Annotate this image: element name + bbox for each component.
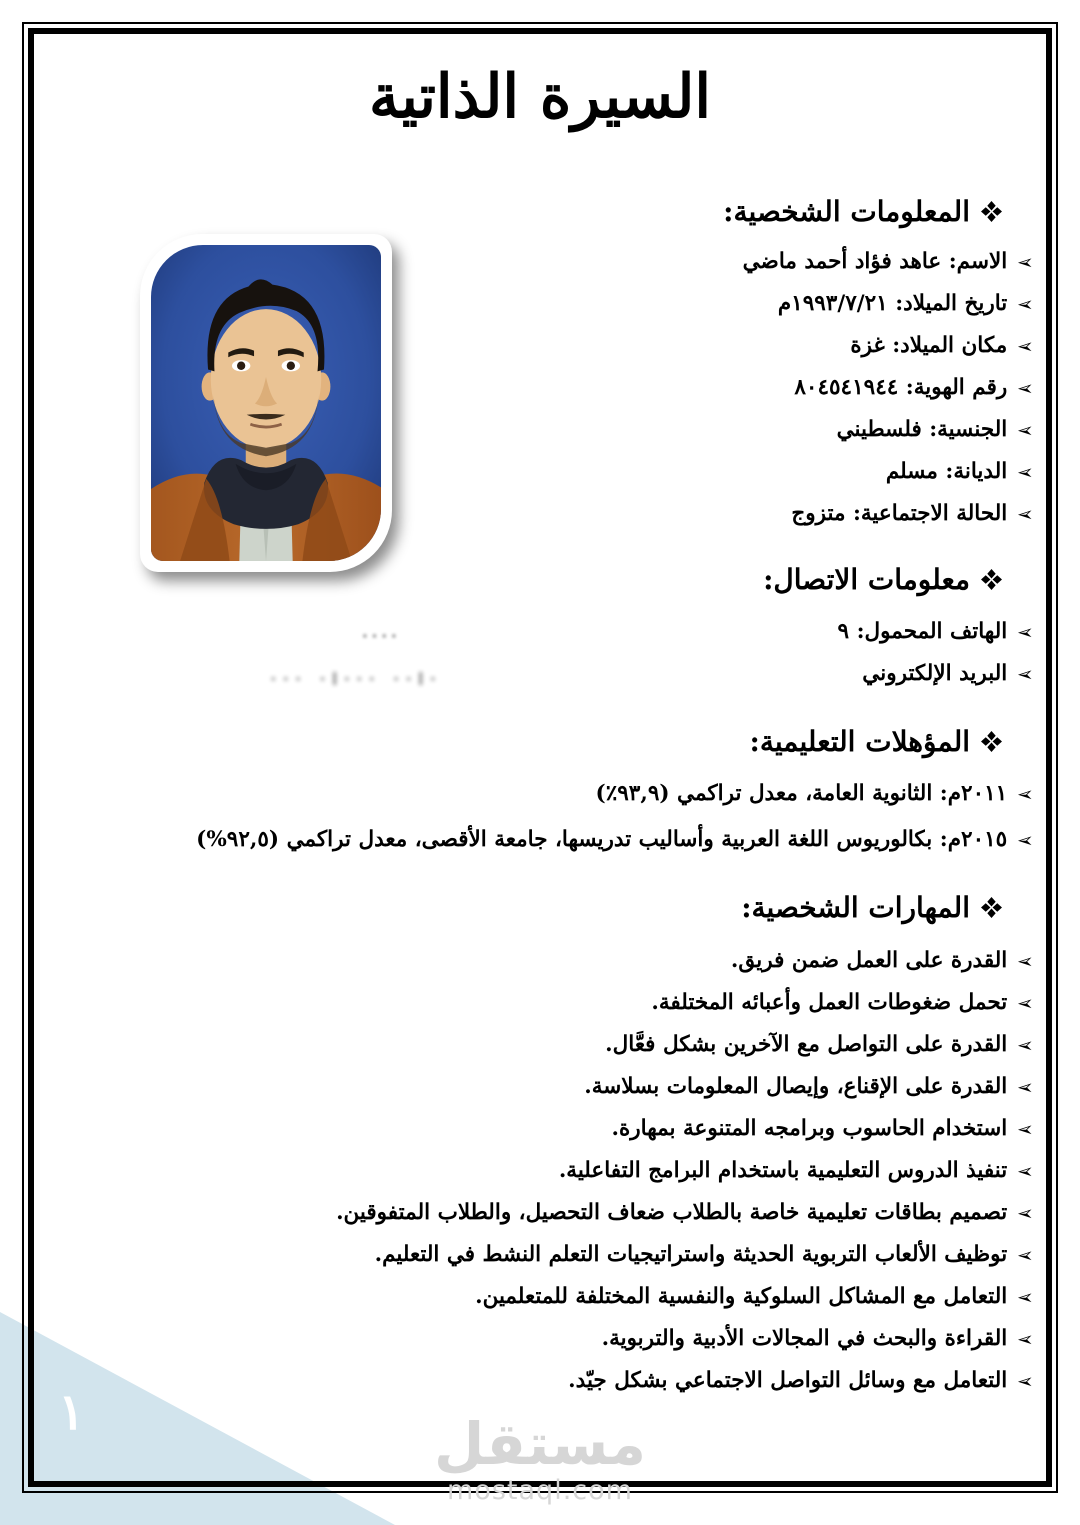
section-title: المؤهلات التعليمية: <box>749 725 970 758</box>
arrowhead-bullet-icon: ➢ <box>1017 1075 1034 1099</box>
section-title: معلومات الاتصال: <box>763 563 970 596</box>
personal-info-list <box>60 247 1034 529</box>
list-item <box>60 247 1034 277</box>
diamond-bullet-icon <box>981 201 1002 222</box>
list-item <box>60 1324 1034 1354</box>
arrowhead-bullet-icon: ➢ <box>1017 1201 1034 1225</box>
item-text: القدرة على التواصل مع الآخرين بشكل فعَّال. <box>605 1032 1008 1057</box>
section-heading-skills <box>60 891 1002 924</box>
section-heading-education <box>60 725 1002 758</box>
list-item-phone <box>60 617 1034 647</box>
item-text: ٢٠١١م: الثانوية العامة، معدل تراكمي (٩٣,٩٪) <box>595 781 1008 806</box>
arrowhead-bullet-icon: ➢ <box>1017 250 1034 274</box>
arrowhead-bullet-icon: ➢ <box>1017 1117 1034 1141</box>
list-item <box>60 331 1034 361</box>
list-item <box>60 779 1034 809</box>
section-title: المهارات الشخصية: <box>741 891 970 924</box>
list-item <box>60 1282 1034 1312</box>
list-item <box>60 289 1034 319</box>
arrowhead-bullet-icon: ➢ <box>1017 1243 1034 1267</box>
arrowhead-bullet-icon: ➢ <box>1017 782 1034 806</box>
arrowhead-bullet-icon: ➢ <box>1017 1369 1034 1393</box>
item-text: استخدام الحاسوب وبرامجه المتنوعة بمهارة. <box>611 1116 1008 1141</box>
item-text: القدرة على الإقناع، وإيصال المعلومات بسلاسة. <box>584 1074 1008 1099</box>
item-text: رقم الهوية: ٨٠٤٥٤١٩٤٤ <box>794 375 1008 400</box>
list-item <box>60 1366 1034 1396</box>
item-text: الاسم: عاهد فؤاد أحمد ماضي <box>742 249 1008 274</box>
item-text: القدرة على العمل ضمن فريق. <box>730 948 1008 973</box>
arrowhead-bullet-icon: ➢ <box>1017 1159 1034 1183</box>
arrowhead-bullet-icon: ➢ <box>1017 292 1034 316</box>
arrowhead-bullet-icon: ➢ <box>1017 460 1034 484</box>
list-item <box>60 1030 1034 1060</box>
skills-list <box>60 946 1034 1396</box>
list-item <box>60 457 1034 487</box>
item-text: التعامل مع وسائل التواصل الاجتماعي بشكل جيّد. <box>568 1368 1008 1393</box>
arrowhead-bullet-icon: ➢ <box>1017 1033 1034 1057</box>
arrowhead-bullet-icon: ➢ <box>1017 662 1034 686</box>
diamond-bullet-icon <box>981 569 1002 590</box>
watermark-domain: mostaql.com <box>447 1475 633 1506</box>
page-title: السيرة الذاتية <box>368 62 712 132</box>
item-text: القراءة والبحث في المجالات الأدبية والتربوية. <box>601 1326 1008 1351</box>
item-text: تصميم بطاقات تعليمية خاصة بالطلاب ضعاف التحصيل، والطلاب المتفوقين. <box>336 1200 1008 1225</box>
item-text: الحالة الاجتماعية: متزوج <box>791 501 1008 526</box>
phone-label: الهاتف المحمول: ٩ <box>837 619 1008 644</box>
section-title: المعلومات الشخصية: <box>723 195 970 228</box>
page-number: ١ <box>58 1382 85 1441</box>
arrowhead-bullet-icon: ➢ <box>1017 991 1034 1015</box>
list-item <box>60 1114 1034 1144</box>
arrowhead-bullet-icon: ➢ <box>1017 1285 1034 1309</box>
section-heading-personal <box>60 195 1002 228</box>
list-item <box>60 946 1034 976</box>
arrowhead-bullet-icon: ➢ <box>1017 620 1034 644</box>
diamond-bullet-icon <box>981 731 1002 752</box>
list-item-email <box>60 659 1034 689</box>
watermark-brand: مستقل <box>433 1410 647 1478</box>
diamond-bullet-icon <box>981 897 1002 918</box>
arrowhead-bullet-icon: ➢ <box>1017 502 1034 526</box>
arrowhead-bullet-icon: ➢ <box>1017 1327 1034 1351</box>
education-list <box>60 779 1034 855</box>
section-heading-contact <box>60 563 1002 596</box>
item-text: ٢٠١٥م: بكالوريوس اللغة العربية وأساليب تدريسها، جامعة الأقصى، معدل تراكمي (٩٢,٥%) <box>196 827 1008 852</box>
item-text: تحمل ضغوطات العمل وأعبائه المختلفة. <box>651 990 1008 1015</box>
list-item <box>60 825 1034 855</box>
item-text: تاريخ الميلاد: ١٩٩٣/٧/٢١م <box>777 291 1008 316</box>
item-text: الجنسية: فلسطيني <box>836 417 1008 442</box>
arrowhead-bullet-icon: ➢ <box>1017 828 1034 852</box>
arrowhead-bullet-icon: ➢ <box>1017 949 1034 973</box>
list-item <box>60 1156 1034 1186</box>
list-item <box>60 988 1034 1018</box>
list-item <box>60 373 1034 403</box>
list-item <box>60 499 1034 529</box>
arrowhead-bullet-icon: ➢ <box>1017 418 1034 442</box>
list-item <box>60 1072 1034 1102</box>
email-label: البريد الإلكتروني <box>862 661 1008 686</box>
list-item <box>60 415 1034 445</box>
item-text: الديانة: مسلم <box>885 459 1008 484</box>
item-text: التعامل مع المشاكل السلوكية والنفسية المختلفة للمتعلمين. <box>475 1284 1008 1309</box>
item-text: توظيف الألعاب التربوية الحديثة واستراتيجيات التعلم النشط في التعليم. <box>374 1242 1008 1267</box>
item-text: تنفيذ الدروس التعليمية باستخدام البرامج التفاعلية. <box>558 1158 1008 1183</box>
arrowhead-bullet-icon: ➢ <box>1017 376 1034 400</box>
list-item <box>60 1240 1034 1270</box>
list-item <box>60 1198 1034 1228</box>
phone-redacted-remnant: ٠٠٠٠ <box>360 625 399 646</box>
email-redacted-remnant: ·l··· ··l· ··· <box>270 670 443 690</box>
item-text: مكان الميلاد: غزة <box>850 333 1008 358</box>
arrowhead-bullet-icon: ➢ <box>1017 334 1034 358</box>
contact-info-list <box>60 617 1034 689</box>
